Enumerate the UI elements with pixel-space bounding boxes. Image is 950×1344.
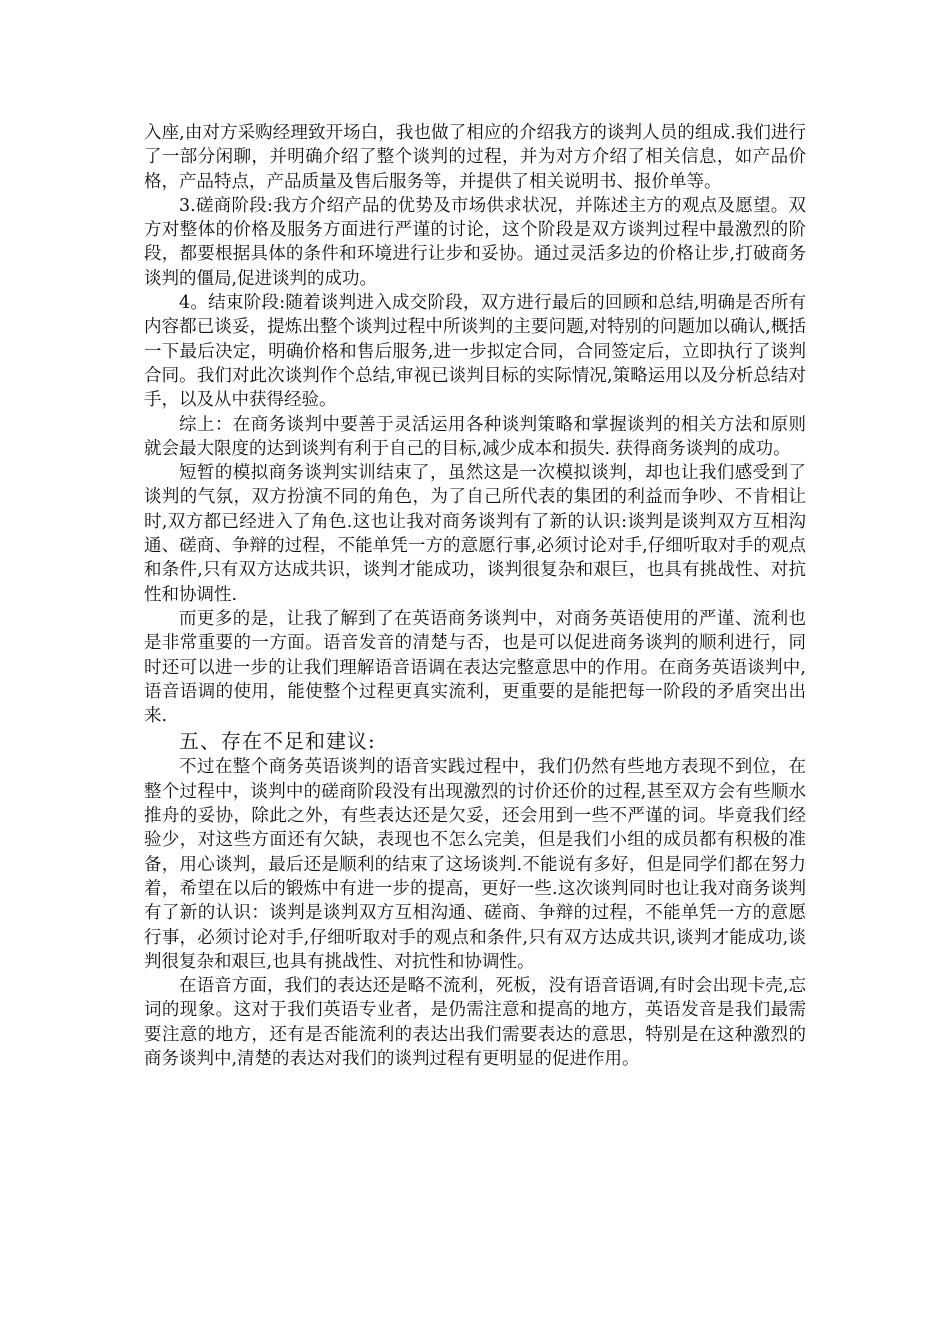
paragraph-negotiation-stage: 3.磋商阶段:我方介绍产品的优势及市场供求状况，并陈述主方的观点及愿望。双方对整体的价格及服务方面进行严谨的讨论，这个阶段是双方谈判过程中最激烈的阶段，都要根据具体的条件和环境进行让步和妥协。通过灵活多边的价格让步,打破商务谈判的僵局,促进谈判的成功。 bbox=[144, 195, 806, 289]
paragraph-opening-stage: 入座,由对方采购经理致开场白，我也做了相应的介绍我方的谈判人员的组成.我们进行了一部分闲聊，并明确介绍了整个谈判的过程，并为对方介绍了相关信息，如产品价格，产品特点，产品质量及售后服务等，并提供了相关说明书、报价单等。 bbox=[144, 123, 806, 192]
paragraph-reflection: 短暂的模拟商务谈判实训结束了，虽然这是一次模拟谈判，却也让我们感受到了谈判的气氛，双方扮演不同的角色，为了自己所代表的集团的利益而争吵、不肯相让时,双方都已经进入了角色.这也让我对商务谈判有了新的认识:谈判是谈判双方互相沟通、磋商、争辩的过程，不能单凭一方的意愿行事,必须讨论对手,仔细听取对手的观点和条件,只有双方达成共识，谈判才能成功，谈判很复杂和艰巨，也具有挑战性、对抗性和协调性. bbox=[144, 463, 806, 605]
section-heading: 五、存在不足和建议: bbox=[179, 729, 376, 754]
paragraph-closing-stage: 4。结束阶段:随着谈判进入成交阶段，双方进行最后的回顾和总结,明确是否所有内容都已谈妥，提炼出整个谈判过程中所谈判的主要问题,对特别的问题加以确认,概括一下最后决定，明确价格和售后服务,进一步拟定合同，合同签定后，立即执行了谈判合同。我们对此次谈判作个总结,审视已谈判目标的实际情况,策略运用以及分析总结对手，以及从中获得经验。 bbox=[144, 293, 806, 411]
paragraph-shortcomings: 不过在整个商务英语谈判的语音实践过程中，我们仍然有些地方表现不到位，在整个过程中，谈判中的磋商阶段没有出现激烈的讨价还价的过程,甚至双方会有些顺水推舟的妥协，除此之外，有些表达还是欠妥，还会用到一些不严谨的词。毕竟我们经验少，对这些方面还有欠缺，表现也不怎么完美，但是我们小组的成员都有积极的准备，用心谈判，最后还是顺利的结束了这场谈判.不能说有多好，但是同学们都在努力着，希望在以后的锻炼中有进一步的提高，更好一些.这次谈判同时也让我对商务谈判有了新的认识：谈判是谈判双方互相沟通、磋商、争辩的过程，不能单凭一方的意愿行事，必须讨论对手,仔细听取对手的观点和条件,只有双方达成共识,谈判才能成功,谈判很复杂和艰巨,也具有挑战性、对抗性和协调性。 bbox=[144, 757, 806, 972]
paragraph-english-importance: 而更多的是，让我了解到了在英语商务谈判中，对商务英语使用的严谨、流利也是非常重要的一方面。语音发音的清楚与否，也是可以促进商务谈判的顺利进行，同时还可以进一步的让我们理解语音语调在表达完整意思中的作用。在商务英语谈判中,语音语调的使用，能使整个过程更真实流利，更重要的是能把每一阶段的矛盾突出出来. bbox=[144, 608, 806, 727]
paragraph-summary: 综上：在商务谈判中要善于灵活运用各种谈判策略和掌握谈判的相关方法和原则就会最大限度的达到谈判有利于自己的目标,减少成本和损失. 获得商务谈判的成功。 bbox=[144, 414, 806, 459]
document-body bbox=[144, 121, 806, 1071]
paragraph-pronunciation: 在语音方面，我们的表达还是略不流利，死板，没有语音语调,有时会出现卡壳,忘词的现象。这对于我们英语专业者，是仍需注意和提高的地方，英语发音是我们最需要注意的地方，还有是否能流利的表达出我们需要表达的意思，特别是在这种激烈的商务谈判中,清楚的表达对我们的谈判过程有更明显的促进作用。 bbox=[144, 976, 806, 1069]
